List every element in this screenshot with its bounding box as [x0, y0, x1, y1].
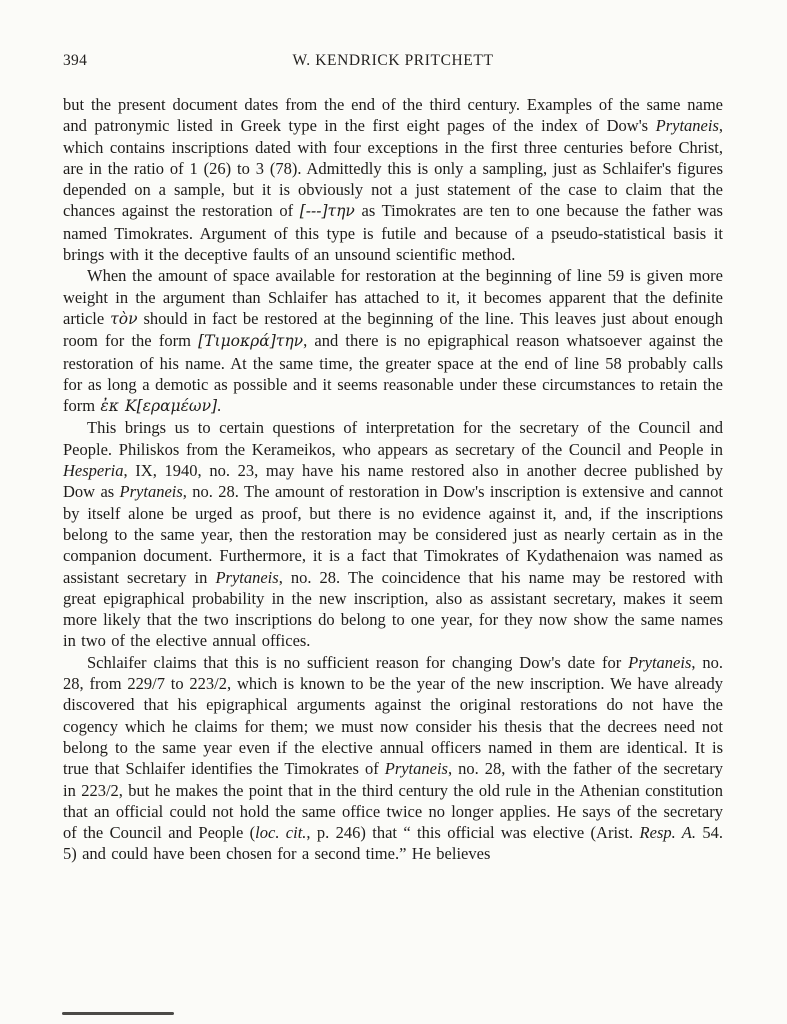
running-head: W. KENDRICK PRITCHETT — [292, 52, 494, 69]
italic-text: loc. cit. — [255, 823, 307, 843]
text-segment: , no. 28. The coincidence that his name may be restored with great epigraphical probability in the new inscription, also as assistant secretary, makes it seem more likely that the two inscriptions do belong to one year, for they now show the same names in two of the elective annual offices. — [63, 567, 723, 651]
text-segment: , no. 28. The amount of restoration in Dow's inscription is extensive and cannot by itself alone be urged as proof, but there is no evidence against it, and, if the inscriptions belong to the same year, then the restoration may be considered just as nearly certain as in the companion document. Furthermore, it is a fact that Timokrates of Kydathenaion was named as assistant secretary in — [63, 482, 723, 587]
text-segment: as Timokrates are ten to one because the father was named Timokrates. Argument of this type is futile and because of a pseudo-statistical basis it brings with it the deceptive faults of an unsound scientific method. — [63, 201, 723, 265]
text-segment: 54. 5) and could have been chosen for a second time.” He believes — [63, 823, 723, 864]
italic-text: Prytaneis — [119, 482, 183, 502]
italic-text: Hesperia — [63, 461, 124, 481]
italic-text: Prytaneis — [628, 652, 692, 672]
text-segment: , which contains inscriptions dated with four exceptions in the first three centuries before Christ, are in the ratio of 1 (26) to 3 (78). Admittedly this is only a sampling, just as Schlaifer's figures depended on a sample, but it is obviously not a just statement of the case to claim that the chances against the restoration of — [63, 116, 723, 221]
text-segment: Schlaifer claims that this is no sufficient reason for changing Dow's date for — [87, 652, 629, 672]
paragraph — [63, 94, 723, 265]
greek-text: ἐκ Κ[εραμέων] — [100, 397, 218, 416]
text-segment: . — [217, 396, 222, 416]
paragraph — [63, 652, 723, 865]
text-segment: , p. 246) that “ this official was elective (Arist. — [306, 823, 640, 843]
text-segment: , and there is no epigraphical reason whatsoever against the restoration of his name. At the same time, the greater space at the end of line 58 probably calls for as long a demotic as possible and it seems reasonable under these circumstances to retain the form — [63, 331, 723, 416]
body-text — [63, 94, 723, 865]
text-segment: , no. 28, from 229/7 to 223/2, which is known to be the year of the new inscription. We have already discovered that his epigraphical arguments against the original restorations do not have the cogency which he claims for them; we must now consider his thesis that the decrees need not belong to the same year even if the elective annual officers named in them are identical. It is true that Schlaifer identifies the Timokrates of — [63, 652, 724, 779]
italic-text: Resp. A. — [639, 823, 697, 843]
italic-text: Prytaneis — [655, 116, 719, 136]
page-number: 394 — [63, 52, 88, 69]
text-segment: should in fact be restored at the beginning of the line. This leaves just about enough room for the form — [63, 308, 724, 351]
greek-text: [Τιμοκρά]την — [198, 332, 304, 351]
text-segment: , no. 28, with the father of the secretary in 223/2, but he makes the point that in the third century the old rule in the Athenian constitution that an official could not hold the same office twice no longer applies. He says of the secretary of the Council and People ( — [63, 759, 723, 843]
greek-text: τὸν — [110, 309, 138, 328]
greek-text: [---]την — [299, 202, 355, 221]
italic-text: Prytaneis — [384, 759, 448, 779]
italic-text: Prytaneis — [215, 567, 279, 587]
text-segment: but the present document dates from the end of the third century. Examples of the same name and patronymic listed in Greek type in the first eight pages of the index of Dow's — [63, 95, 723, 136]
paragraph — [63, 417, 723, 651]
text-segment: , IX, 1940, no. 23, may have his name restored also in another decree published by Dow as — [63, 461, 723, 502]
text-segment: This brings us to certain questions of interpretation for the secretary of the Council and People. Philiskos from the Kerameikos, who appears as secretary of the Council and People in — [63, 418, 723, 459]
paragraph — [63, 265, 723, 417]
scan-artifact — [62, 1012, 174, 1015]
text-segment: When the amount of space available for restoration at the beginning of line 59 is given more weight in the argument than Schlaifer has attached to it, it becomes apparent that the definite article — [63, 266, 723, 328]
page-header — [63, 52, 723, 70]
